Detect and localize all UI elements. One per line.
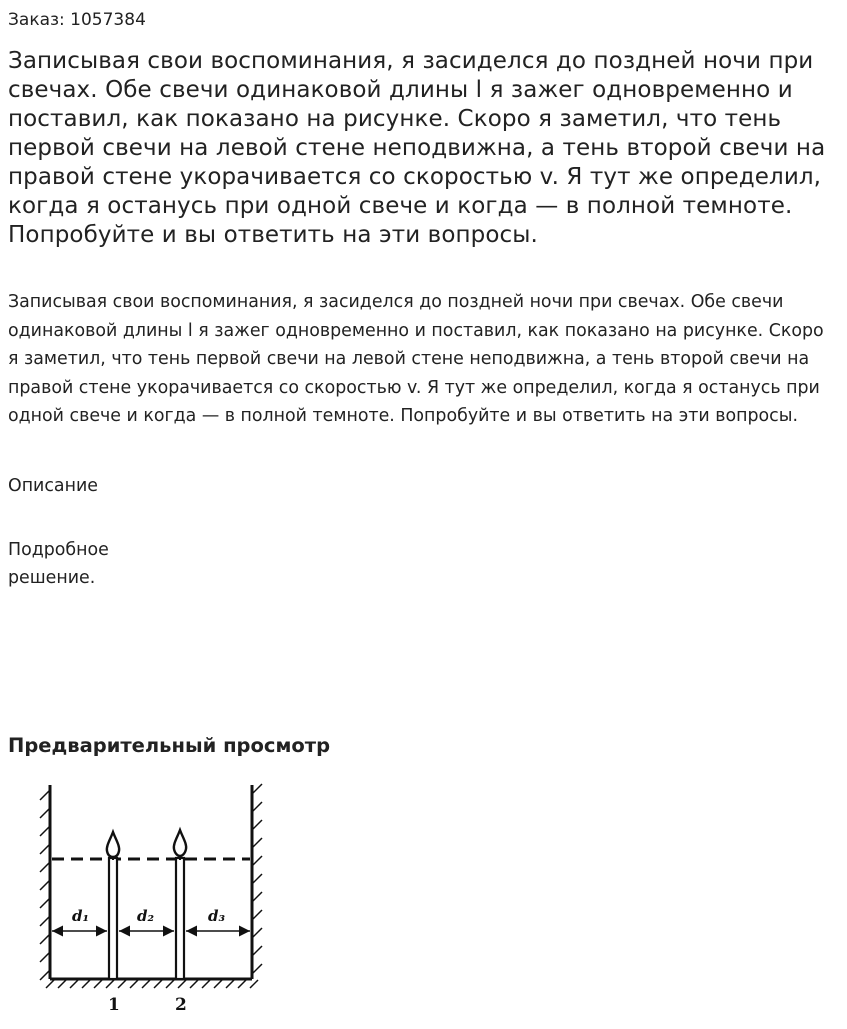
order-number: Заказ: 1057384 bbox=[8, 10, 146, 30]
right-wall bbox=[252, 784, 262, 979]
label-d2: d₂ bbox=[137, 907, 155, 925]
solution-label: Подробное решение. bbox=[8, 540, 109, 588]
task-text: Записывая свои воспоминания, я засиделся до поздней ночи при свечах. Обе свечи одинаковой длины l я зажег одновременно и поставил, как показано на рисунке. Скоро я заметил, что тень первой свечи на левой стене неподвижна, а тень второй свечи на правой стене укорачивается со скоростью v. Я тут же определил, когда я останусь при одной свече и когда — в полной темноте. Попробуйте и вы ответить на эти вопросы. bbox=[8, 292, 824, 427]
candle-number-1: 1 bbox=[108, 995, 120, 1015]
label-d3: d₃ bbox=[208, 907, 226, 925]
candle-number-2: 2 bbox=[175, 995, 187, 1015]
candles-figure bbox=[30, 780, 275, 1020]
candles-diagram bbox=[30, 780, 275, 1020]
preview-heading: Предварительный просмотр bbox=[8, 734, 331, 757]
description-label: Описание bbox=[8, 476, 98, 496]
label-d1: d₁ bbox=[72, 907, 90, 925]
floor bbox=[46, 979, 258, 988]
task-title: Записывая свои воспоминания, я засиделся до поздней ночи при свечах. Обе свечи одинаковой длины l я зажег одновременно и поставил, как показано на рисунке. Скоро я заметил, что тень первой свечи на левой стене неподвижна, а тень второй свечи на правой стене укорачивается со скоростью v. Я тут же определил, когда я останусь при одной свече и когда — в полной темноте. Попробуйте и вы ответить на эти вопросы. bbox=[8, 48, 826, 248]
candle-2 bbox=[174, 830, 186, 979]
left-wall bbox=[40, 785, 50, 980]
candle-1 bbox=[107, 832, 119, 979]
